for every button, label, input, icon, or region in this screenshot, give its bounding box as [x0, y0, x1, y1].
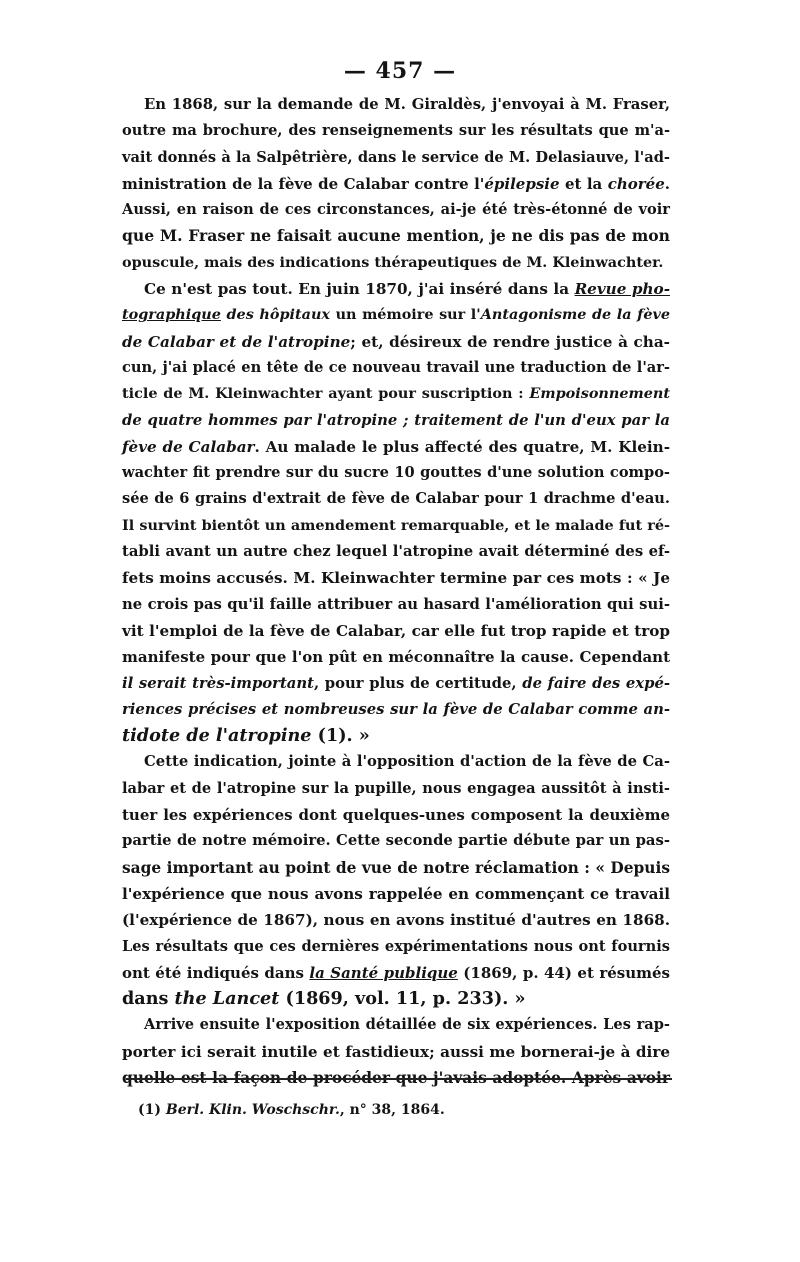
- text-line: outre ma brochure, des renseignements sur les résultats que m'a-: [122, 122, 670, 140]
- text-line: tidote de l'atropine (1). »: [122, 725, 370, 747]
- text-line: vait donnés à la Salpêtrière, dans le service de M. Delasiauve, l'ad-: [122, 148, 670, 166]
- text-line: Arrive ensuite l'exposition détaillée de six expériences. Les rap-: [144, 1016, 670, 1034]
- text-line: tuer les expériences dont quelques-unes composent la deuxième: [122, 806, 670, 825]
- page-number: — 457 —: [343, 58, 457, 84]
- text-line: cun, j'ai placé en tête de ce nouveau travail une traduction de l'ar-: [122, 358, 670, 376]
- text-line: fève de Calabar. Au malade le plus affecté des quatre, M. Klein-: [122, 437, 670, 456]
- text-line: que M. Fraser ne faisait aucune mention, je ne dis pas de mon: [122, 226, 670, 246]
- text-line: Ce n'est pas tout. En juin 1870, j'ai inséré dans la Revue pho-: [144, 280, 670, 299]
- text-line: opuscule, mais des indications thérapeutiques de M. Kleinwachter.: [122, 253, 664, 271]
- text-line: il serait très-important, pour plus de certitude, de faire des expé-: [122, 674, 670, 692]
- text-line: Il survint bientôt un amendement remarquable, et le malade fut ré-: [122, 516, 670, 534]
- text-line: En 1868, sur la demande de M. Giraldès, j'envoyai à M. Fraser,: [144, 96, 670, 113]
- text-line: Aussi, en raison de ces circonstances, ai-je été très-étonné de voir: [122, 201, 670, 219]
- text-line: ont été indiqués dans la Santé publique (1869, p. 44) et résumés: [122, 963, 670, 982]
- text-line: de quatre hommes par l'atropine ; traitement de l'un d'eux par la: [122, 411, 670, 429]
- text-line: Cette indication, jointe à l'opposition d'action de la fève de Ca-: [144, 753, 670, 771]
- text-line: Les résultats que ces dernières expérimentations nous ont fournis: [122, 937, 670, 955]
- text-line: partie de notre mémoire. Cette seconde partie débute par un pas-: [122, 832, 670, 850]
- body-text: [122, 92, 670, 1091]
- text-line: labar et de l'atropine sur la pupille, nous engagea aussitôt à insti-: [122, 779, 670, 797]
- footnote-separator: [126, 1078, 672, 1080]
- text-line: riences précises et nombreuses sur la fève de Calabar comme an-: [122, 700, 670, 718]
- text-line: tographique des hôpitaux un mémoire sur l'Antagonisme de la fève: [122, 306, 670, 324]
- text-line: porter ici serait inutile et fastidieux; aussi me bornerai-je à dire: [122, 1042, 670, 1061]
- text-line: fets moins accusés. M. Kleinwachter termine par ces mots : « Je: [122, 569, 670, 588]
- text-line: (l'expérience de 1867), nous en avons institué d'autres en 1868.: [122, 911, 670, 930]
- text-line: l'expérience que nous avons rappelée en commençant ce travail: [122, 884, 670, 903]
- text-line: sée de 6 grains d'extrait de fève de Calabar pour 1 drachme d'eau.: [122, 490, 670, 508]
- text-line: quelle est la façon de procéder que j'avais adoptée. Après avoir: [122, 1068, 670, 1087]
- text-line: tabli avant un autre chez lequel l'atropine avait déterminé des ef-: [122, 543, 670, 561]
- text-line: ticle de M. Kleinwachter ayant pour suscription : Empoisonnement: [122, 385, 670, 403]
- text-line: sage important au point de vue de notre réclamation : « Depuis: [122, 858, 670, 877]
- text-line: dans the Lancet (1869, vol. 11, p. 233). »: [122, 988, 526, 1010]
- text-line: de Calabar et de l'atropine; et, désireux de rendre justice à cha-: [122, 332, 670, 351]
- text-line: ministration de la fève de Calabar contre l'épilepsie et la chorée.: [122, 174, 670, 193]
- text-line: ne crois pas qu'il faille attribuer au hasard l'amélioration qui sui-: [122, 595, 670, 613]
- footnote: (1) Berl. Klin. Woschschr., n° 38, 1864.: [138, 1102, 445, 1118]
- text-line: manifeste pour que l'on pût en méconnaître la cause. Cependant: [122, 648, 670, 667]
- text-line: vit l'emploi de la fève de Calabar, car elle fut trop rapide et trop: [122, 621, 670, 640]
- text-line: wachter fit prendre sur du sucre 10 gouttes d'une solution compo-: [122, 464, 670, 482]
